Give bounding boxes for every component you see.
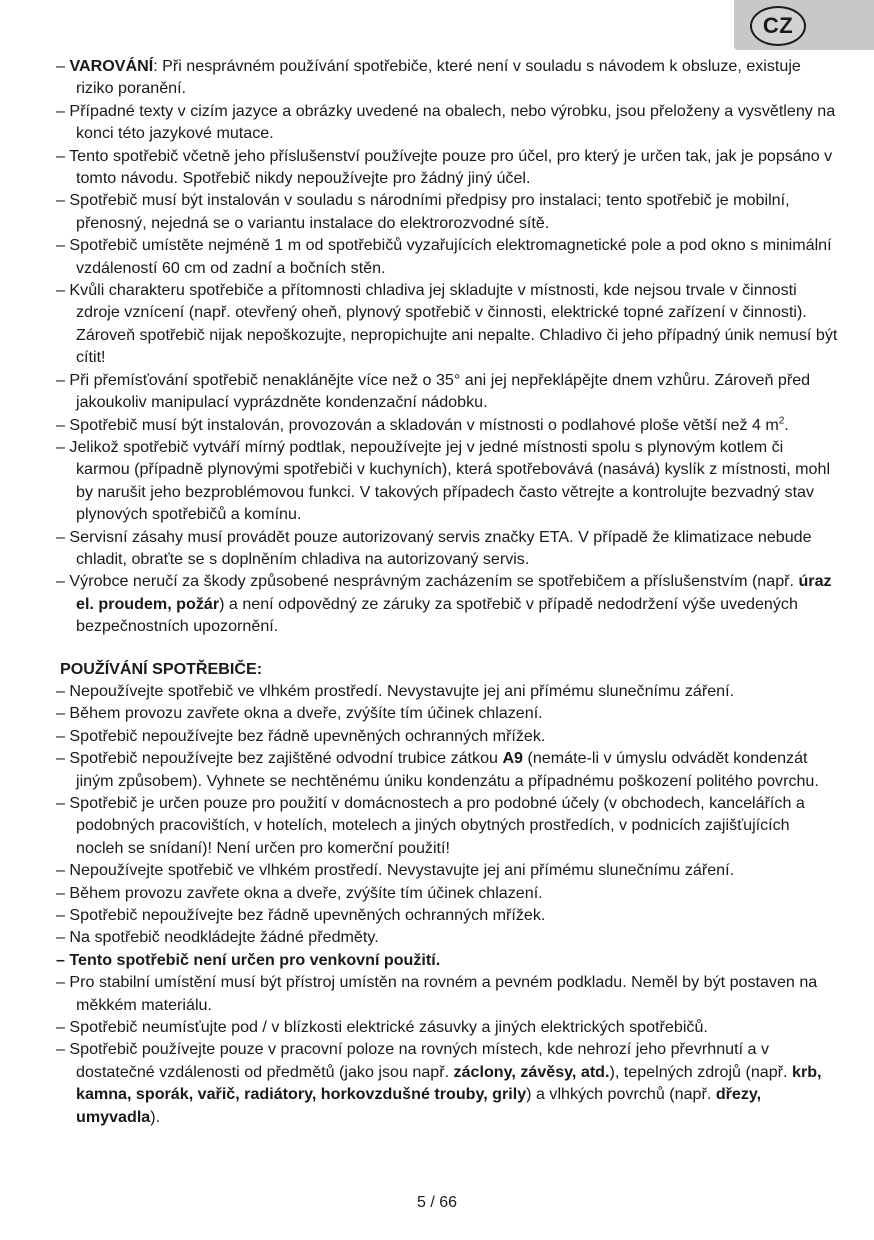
instruction-item xyxy=(56,436,838,526)
instruction-item xyxy=(56,55,838,100)
instruction-item xyxy=(56,702,838,724)
instruction-text: – Spotřebič neumísťujte pod / v blízkosti elektrické zásuvky a jiných elektrických spotřebičů. xyxy=(56,1018,708,1037)
emphasized-text: – Tento spotřebič není určen pro venkovní použití. xyxy=(56,950,441,969)
instruction-item xyxy=(56,234,838,279)
instruction-text: ) a není odpovědný ze záruky za spotřebič v případě nedodržení výše uvedených bezpečnostních upozornění. xyxy=(76,594,798,636)
instruction-text: . xyxy=(784,415,789,434)
instruction-item xyxy=(56,859,838,881)
instruction-item xyxy=(56,792,838,859)
instruction-item xyxy=(56,680,838,702)
instruction-text: – Výrobce neručí za škody způsobené nesprávným zacházením se spotřebičem a příslušenstvím (např. xyxy=(56,572,799,591)
instruction-text: – Spotřebič umístěte nejméně 1 m od spotřebičů vyzařujících elektromagnetické pole a pod okno s minimální vzdáleností 60 cm od zadní a bočních stěn. xyxy=(56,236,832,277)
instruction-text: ), tepelných zdrojů (např. xyxy=(609,1062,792,1081)
instruction-text: – Pro stabilní umístění musí být přístroj umístěn na rovném a pevném podkladu. Neměl by být postaven na měkkém materiálu. xyxy=(56,973,818,1014)
language-tab xyxy=(734,0,874,50)
superscript: 2 xyxy=(778,415,785,427)
instruction-item xyxy=(56,279,838,369)
instruction-text: – Spotřebič je určen pouze pro použití v domácnostech a pro podobné účely (v obchodech, kancelářích a podobných pracovištích, v hotelích, motelech a jiných obytných prostředích, v podnicích zajišťujících nocleh se snídaní)! Není určen pro komerční použití! xyxy=(56,794,805,857)
instruction-item xyxy=(56,369,838,414)
instruction-text: – Na spotřebič neodkládejte žádné předměty. xyxy=(56,928,379,947)
emphasized-text: dřezy, umyvadla xyxy=(76,1085,762,1126)
usage-instructions-list xyxy=(56,680,838,1128)
emphasized-text: úraz el. proudem, požár xyxy=(76,572,832,613)
instruction-text: – Spotřebič nepoužívejte bez řádně upevněných ochranných mřížek. xyxy=(56,906,546,925)
instruction-item xyxy=(56,414,838,436)
instruction-item xyxy=(56,100,838,145)
instruction-item xyxy=(56,949,838,971)
instruction-item xyxy=(56,747,838,792)
instruction-text: – Nepoužívejte spotřebič ve vlhkém prostředí. Nevystavujte jej ani přímému slunečnímu záření. xyxy=(56,861,735,880)
safety-instructions-list xyxy=(56,55,838,638)
instruction-item xyxy=(56,145,838,190)
instruction-text: – xyxy=(56,57,70,75)
instruction-text: – Spotřebič musí být instalován, provozován a skladován v místnosti o podlahové ploše větší než 4 m xyxy=(56,415,779,434)
instruction-text: : Při nesprávném používání spotřebiče, které není v souladu s návodem k obsluze, existuje riziko poranění. xyxy=(76,57,801,98)
page-content xyxy=(56,55,838,1128)
emphasized-text: záclony, závěsy, atd. xyxy=(453,1062,610,1081)
instruction-text: – Nepoužívejte spotřebič ve vlhkém prostředí. Nevystavujte jej ani přímému slunečnímu záření. xyxy=(56,681,735,700)
instruction-item xyxy=(56,526,838,571)
usage-section-heading: POUŽÍVÁNÍ SPOTŘEBIČE: xyxy=(60,659,263,678)
instruction-item xyxy=(56,1038,838,1128)
instruction-item xyxy=(56,570,838,637)
instruction-text: – Servisní zásahy musí provádět pouze autorizovaný servis značky ETA. V případě že klimatizace nebude chladit, obraťte se s doplněním chladiva na autorizovaný servis. xyxy=(56,527,812,568)
instruction-text: – Během provozu zavřete okna a dveře, zvýšíte tím účinek chlazení. xyxy=(56,704,543,723)
instruction-text: (nemáte-li v úmyslu odvádět kondenzát jiným způsobem). Vyhnete se nechtěnému úniku kondenzátu a případnému poškození politého povrchu. xyxy=(76,749,819,790)
instruction-text: – Případné texty v cizím jazyce a obrázky uvedené na obalech, nebo výrobku, jsou přeloženy a vysvětleny na konci této jazykové mutace. xyxy=(56,101,836,143)
instruction-text: – Jelikož spotřebič vytváří mírný podtlak, nepoužívejte jej v jedné místnosti spolu s plynovým kotlem či karmou (případně plynovými spotřebiči v kuchyních), která spotřebovává (nasává) kyslík z místnosti, mohl by narušit jeho bezproblémovou funkci. V takových případech často větrejte a kontrolujte bezvadný stav plynových spotřebičů a komínu. xyxy=(56,437,831,524)
instruction-text: – Spotřebič nepoužívejte bez zajištěné odvodní trubice zátkou xyxy=(56,749,503,768)
instruction-text: – Během provozu zavřete okna a dveře, zvýšíte tím účinek chlazení. xyxy=(56,883,543,902)
instruction-item xyxy=(56,725,838,747)
instruction-item xyxy=(56,1016,838,1038)
instruction-text: – Při přemísťování spotřebič nenaklánějte více než o 35° ani jej nepřeklápějte dnem vzhůru. Zároveň před jakoukoliv manipulací vyprázdněte kondenzační nádobku. xyxy=(56,370,811,412)
instruction-item xyxy=(56,882,838,904)
page-number: 5 / 66 xyxy=(416,1194,458,1211)
instruction-text: ) a vlhkých povrchů (např. xyxy=(526,1085,716,1104)
instruction-text: – Spotřebič musí být instalován v souladu s národními předpisy pro instalaci; tento spotřebič je mobilní, přenosný, nejedná se o variantu instalace do elektrorozvodné sítě. xyxy=(56,191,790,232)
instruction-text: ). xyxy=(150,1107,161,1126)
instruction-text: – Tento spotřebič včetně jeho příslušenství používejte pouze pro účel, pro který je určen tak, jak je popsáno v tomto návodu. Spotřebič nikdy nepoužívejte pro žádný jiný účel. xyxy=(56,146,833,188)
emphasized-text: VAROVÁNÍ xyxy=(69,57,154,75)
instruction-text: – Spotřebič používejte pouze v pracovní poloze na rovných místech, kde nehrozí jeho převrhnutí a v dostatečné vzdálenosti od předmětů (jako jsou např. xyxy=(56,1040,770,1081)
language-badge: CZ xyxy=(750,6,806,46)
instruction-item xyxy=(56,926,838,948)
emphasized-text: A9 xyxy=(502,749,524,768)
instruction-item xyxy=(56,189,838,234)
instruction-text: – Kvůli charakteru spotřebiče a přítomnosti chladiva jej skladujte v místnosti, kde nejsou trvale v činnosti zdroje vznícení (např. otevřený oheň, plynový spotřebič v činnosti, elektrické topné zařízení v činnosti). Zároveň spotřebič nijak nepoškozujte, nepropichujte ani nepalte. Chladivo či jeho případný únik nemusí být cítit! xyxy=(56,281,838,367)
instruction-text: – Spotřebič nepoužívejte bez řádně upevněných ochranných mřížek. xyxy=(56,726,546,745)
instruction-item xyxy=(56,971,838,1016)
emphasized-text: krb, kamna, sporák, vařič, radiátory, horkovzdušné trouby, grily xyxy=(76,1062,822,1104)
instruction-item xyxy=(56,904,838,926)
